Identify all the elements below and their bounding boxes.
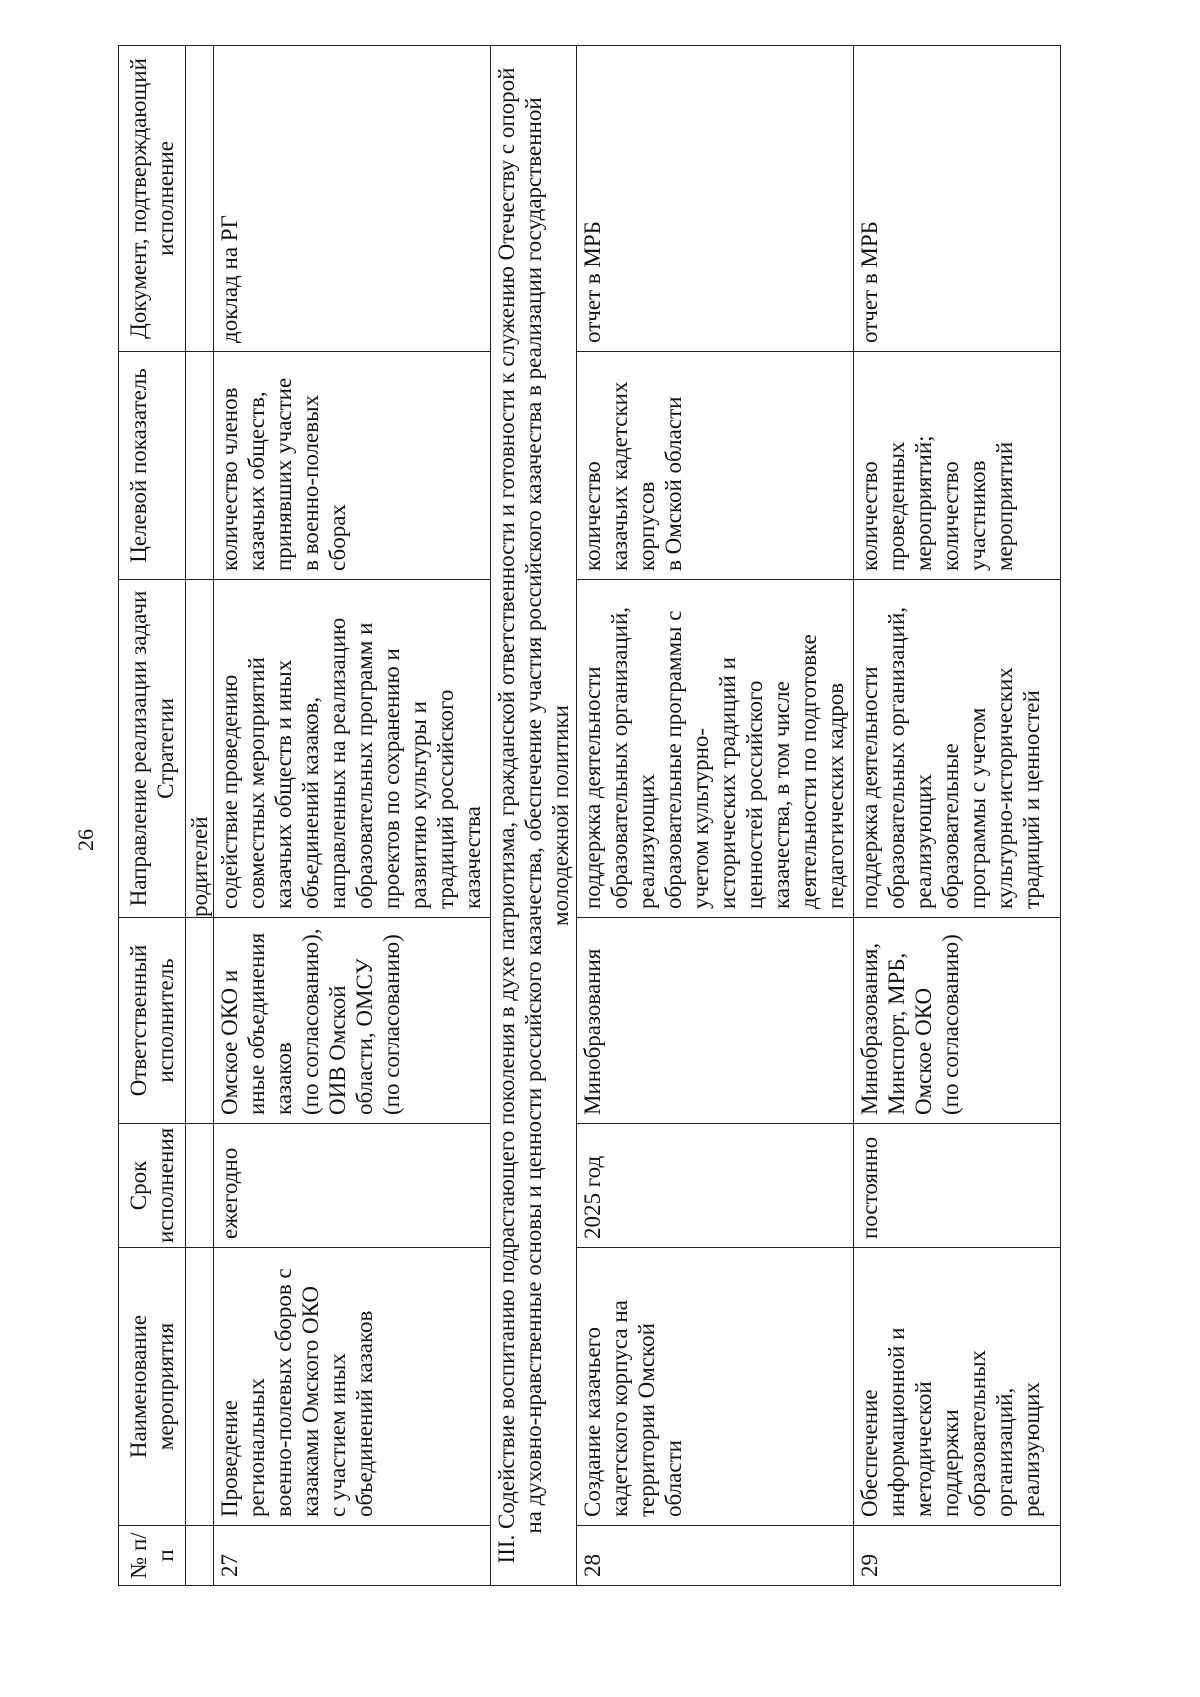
row-document: отчет в МРБ <box>577 46 854 352</box>
row-term: ежегодно <box>214 1124 491 1248</box>
carryover-cell <box>186 46 214 352</box>
table-row <box>577 46 854 1586</box>
row-executor: Минобразования, Минспорт, МРБ, Омское ОКО (по согласованию) <box>857 934 963 1115</box>
table-row <box>854 46 1061 1586</box>
row-direction: поддержка деятельности образовательных организаций, реализующих образовательные программы с учетом культурно- исторических традиций и ценностей российского казачества, в том числе деятельности по подготовке педагогических кадров <box>577 580 854 918</box>
row-direction: содействие проведению совместных мероприятий казачьих обществ и иных объединений казаков, направленных на реализацию образовательных программ и проектов по сохранению и развитию культуры и традиций российского казачества <box>214 580 491 918</box>
carryover-cell <box>186 352 214 580</box>
header-term: Срок исполнения <box>119 1124 186 1248</box>
carryover-cell <box>186 1526 214 1586</box>
carryover-cell <box>186 918 214 1124</box>
page-number: 26 <box>73 829 98 851</box>
rotated-page-content <box>118 46 1078 1586</box>
row-indicator: количество членов казачьих обществ, принявших участие в военно-полевых сборах <box>214 352 491 580</box>
row-term: постоянно <box>857 1136 882 1239</box>
carryover-direction: родителей <box>186 580 214 918</box>
row-document: отчет в МРБ <box>857 221 882 343</box>
row-document: доклад на РГ <box>214 46 491 352</box>
header-document: Документ, подтверждающий исполнение <box>119 46 186 352</box>
carryover-cell <box>186 1248 214 1526</box>
row-event-name: Обеспечение информационной и методической поддержки образовательных организаций, реализующих <box>857 1327 1044 1517</box>
section-heading-row <box>491 46 577 1586</box>
row-executor: Омское ОКО и иные объединения казаков (по согласованию), ОИВ Омской области, ОМСУ (по согласованию) <box>214 918 491 1124</box>
header-number: № п/п <box>119 1526 186 1586</box>
header-direction: Направление реализации задачи Стратегии <box>119 580 186 918</box>
header-event-name: Наименование мероприятия <box>119 1248 186 1526</box>
row-direction: поддержка деятельности образовательных организаций, реализующих образовательные программы с учетом культурно-исторических традиций и ценностей <box>857 607 1044 909</box>
table-header-row <box>119 46 186 1586</box>
row-indicator: количество казачьих кадетских корпусов в Омской области <box>577 352 854 580</box>
section-heading: III. Содействие воспитанию подрастающего поколения в духе патриотизма, гражданской ответственности и готовности к служению Отечеству с опорой на духовно-нравственные основы и ценности российского казачества, обеспечение участия российского казачества в реализации государственной молодежной политики <box>491 46 577 1586</box>
header-indicator: Целевой показатель <box>119 352 186 580</box>
carryover-cell <box>186 1124 214 1248</box>
row-event-name: Проведение региональных военно-полевых сборов с казаками Омского ОКО с участием иных объединений казаков <box>214 1248 491 1526</box>
table-row <box>214 46 491 1586</box>
header-executor: Ответственный исполнитель <box>119 918 186 1124</box>
row-number: 29 <box>857 1554 882 1577</box>
row-indicator: количество проведенных мероприятий; количество участников мероприятий <box>857 435 1017 571</box>
row-executor: Минобразования <box>577 918 854 1124</box>
row-event-name: Создание казачьего кадетского корпуса на территории Омской области <box>577 1248 854 1526</box>
row-number: 28 <box>577 1526 854 1586</box>
carryover-row <box>186 46 214 1586</box>
row-number: 27 <box>214 1526 491 1586</box>
row-term: 2025 год <box>577 1124 854 1248</box>
strategy-action-table <box>118 45 1061 1586</box>
